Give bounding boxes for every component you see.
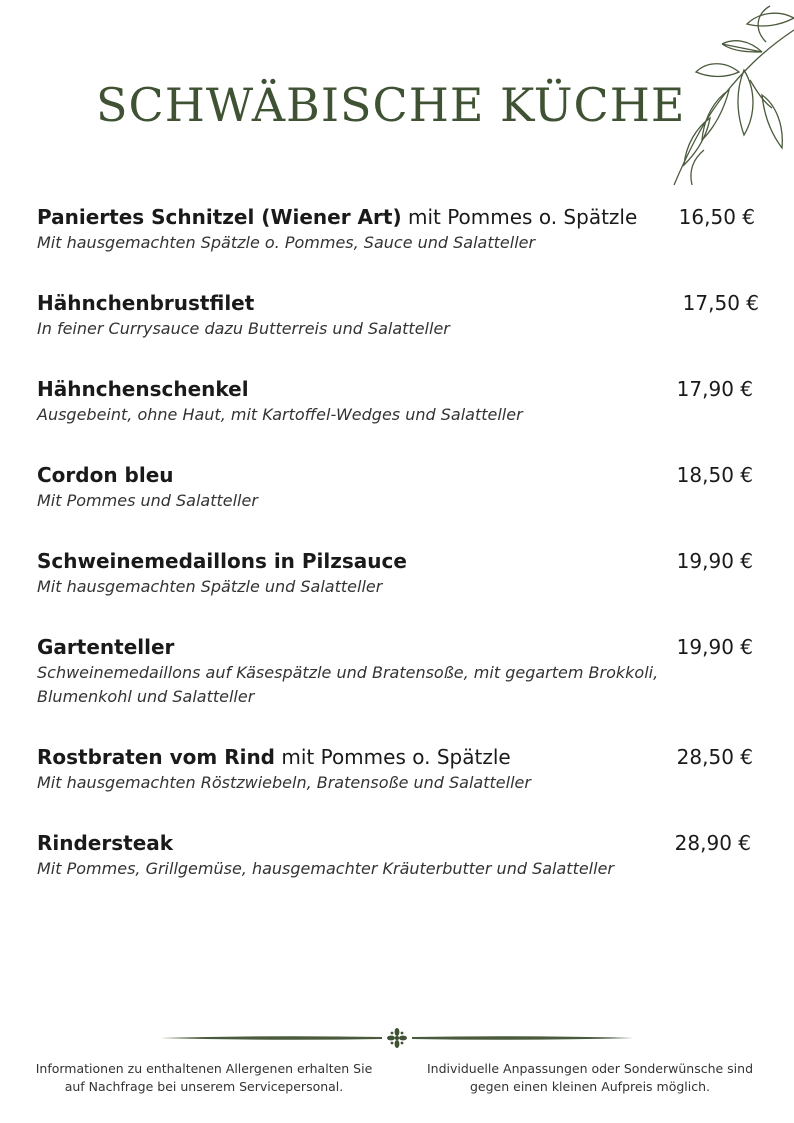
menu-item-price: 28,90 €: [674, 831, 751, 855]
menu-item-price: 18,50 €: [676, 463, 753, 487]
menu-item-description: Mit Pommes und Salatteller: [37, 491, 258, 510]
menu-item-description: Schweinemedaillons auf Käsespätzle und Bratensoße, mit gegartem Brokkoli, Blumenkohl und Salatteller: [37, 663, 659, 706]
allergen-note: Informationen zu enthaltenen Allergenen erhalten Sie auf Nachfrage bei unserem Servicepersonal.: [35, 1061, 373, 1094]
leaf-branch-icon: [644, 0, 794, 190]
menu-item-name: Gartenteller: [37, 635, 175, 659]
menu-item-name: Schweinemedaillons in Pilzsauce: [37, 549, 407, 573]
menu-item-price: 17,50 €: [682, 291, 759, 315]
menu-item-description: In feiner Currysauce dazu Butterreis und Salatteller: [37, 319, 450, 338]
custom-request-note: Individuelle Anpassungen oder Sonderwünsche sind gegen einen kleinen Aufpreis möglich.: [426, 1061, 754, 1094]
menu-item-name: Hähnchenbrustfilet: [37, 291, 255, 315]
menu-item: [37, 831, 759, 881]
menu-item-price: 19,90 €: [676, 635, 753, 659]
ornament-divider-icon: [160, 1026, 634, 1050]
menu-item-name: Hähnchenschenkel: [37, 377, 249, 401]
menu-item: [37, 291, 759, 341]
menu-item-description: Mit hausgemachten Spätzle o. Pommes, Sauce und Salatteller: [37, 233, 536, 252]
menu-item: [37, 549, 759, 599]
menu-item-name: Paniertes Schnitzel (Wiener Art) mit Pommes o. Spätzle: [37, 205, 638, 229]
menu-item-name: Cordon bleu: [37, 463, 174, 487]
menu-item-name: Rostbraten vom Rind mit Pommes o. Spätzle: [37, 745, 511, 769]
menu-item-description: Mit Pommes, Grillgemüse, hausgemachter Kräuterbutter und Salatteller: [37, 859, 614, 878]
menu-item-name: Rindersteak: [37, 831, 174, 855]
menu-item: [37, 205, 759, 255]
menu-item-description: Mit hausgemachten Spätzle und Salatteller: [37, 577, 383, 596]
menu-item-price: 28,50 €: [676, 745, 753, 769]
menu-item: [37, 635, 759, 709]
page-title: SCHWÄBISCHE KÜCHE: [96, 78, 686, 132]
menu-item-price: 17,90 €: [676, 377, 753, 401]
menu-item: [37, 745, 759, 795]
menu-item-price: 16,50 €: [678, 205, 755, 229]
menu-item: [37, 377, 759, 427]
menu-item-description: Ausgebeint, ohne Haut, mit Kartoffel-Wedges und Salatteller: [37, 405, 523, 424]
menu-item-price: 19,90 €: [676, 549, 753, 573]
menu-item: [37, 463, 759, 513]
menu-item-description: Mit hausgemachten Röstzwiebeln, Bratensoße und Salatteller: [37, 773, 531, 792]
